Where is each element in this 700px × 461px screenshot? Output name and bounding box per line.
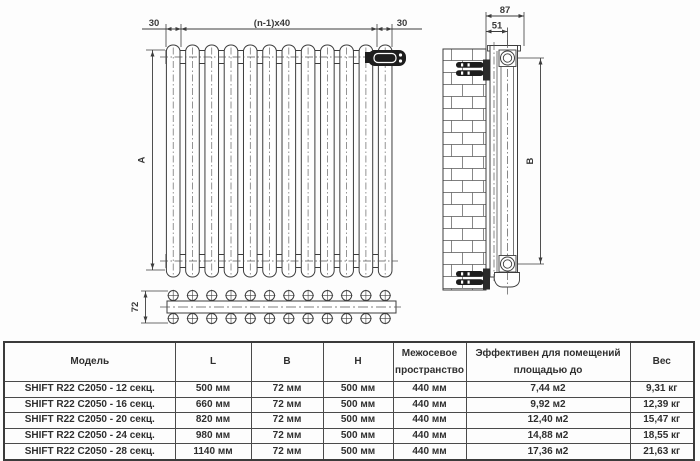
model-cell: SHIFT R22 C2050 - 24 секц. — [4, 428, 175, 444]
column-header-effective-area: Эффективен для помещений площадью до — [466, 342, 630, 382]
spec-cell: 440 мм — [393, 382, 466, 398]
dim-arrow — [519, 14, 525, 18]
spec-table — [3, 341, 695, 461]
column-header-model: Модель — [4, 342, 175, 382]
spec-cell: 820 мм — [175, 413, 251, 429]
table-row — [4, 428, 694, 444]
dim-label-margin-left: 30 — [148, 18, 160, 29]
radiator-sections — [166, 45, 392, 277]
spec-cell: 9,31 кг — [630, 382, 694, 398]
dim-arrow — [486, 14, 492, 18]
spec-cell: 440 мм — [393, 428, 466, 444]
spec-cell: 9,92 м2 — [466, 397, 630, 413]
spec-cell: 18,55 кг — [630, 428, 694, 444]
column-header-h: H — [323, 342, 393, 382]
dim-arrow — [539, 258, 543, 264]
dim-label-height-b: B — [525, 157, 536, 165]
spec-cell: 500 мм — [323, 428, 393, 444]
spec-cell: 500 мм — [323, 444, 393, 460]
spec-cell: 72 мм — [251, 397, 323, 413]
spec-cell: 980 мм — [175, 428, 251, 444]
radiator-foot — [494, 273, 519, 288]
spec-cell: 660 мм — [175, 397, 251, 413]
dim-arrow — [377, 27, 383, 31]
dim-arrow — [181, 27, 187, 31]
spec-cell: 440 мм — [393, 397, 466, 413]
spec-cell: 500 мм — [323, 382, 393, 398]
spec-cell: 15,47 кг — [630, 413, 694, 429]
radiator-side-profile — [488, 40, 521, 295]
table-row — [4, 413, 694, 429]
dim-label-axis-depth: 51 — [491, 20, 503, 32]
radiator-front-body — [160, 45, 398, 277]
dim-arrow — [372, 27, 378, 31]
dim-arrow — [539, 59, 543, 65]
top-view — [130, 290, 401, 325]
spec-cell: 72 мм — [251, 444, 323, 460]
spec-cell: 17,36 м2 — [466, 444, 630, 460]
mounting-bracket-front — [365, 50, 406, 66]
spec-cell: 500 мм — [323, 413, 393, 429]
dim-arrow — [144, 292, 148, 298]
dim-label-margin-right: 30 — [396, 18, 408, 29]
front-top-dimension — [142, 18, 422, 47]
spec-cell: 12,40 м2 — [466, 413, 630, 429]
spec-cell: 72 мм — [251, 413, 323, 429]
spec-cell: 12,39 кг — [630, 397, 694, 413]
dim-arrow — [166, 27, 172, 31]
table-row — [4, 382, 694, 398]
spec-cell: 72 мм — [251, 382, 323, 398]
spec-cell: 440 мм — [393, 444, 466, 460]
model-cell: SHIFT R22 C2050 - 28 секц. — [4, 444, 175, 460]
dim-label-depth-72: 72 — [130, 301, 141, 313]
model-cell: SHIFT R22 C2050 - 20 секц. — [4, 413, 175, 429]
side-view — [443, 5, 544, 295]
spec-cell: 72 мм — [251, 428, 323, 444]
column-header-weight: Вес — [630, 342, 694, 382]
dim-arrow — [144, 317, 148, 323]
bottom-collector-port — [501, 257, 515, 271]
spec-table-body — [4, 382, 694, 460]
column-header-b: B — [251, 342, 323, 382]
dim-arrow — [176, 27, 182, 31]
dim-arrow — [486, 30, 492, 34]
dim-label-total-depth: 87 — [499, 5, 511, 16]
spec-cell: 21,63 кг — [630, 444, 694, 460]
top-collector-port — [501, 51, 515, 65]
spec-cell: 7,44 м2 — [466, 382, 630, 398]
wall-section — [443, 49, 486, 290]
dim-arrow — [502, 30, 508, 34]
spec-cell: 500 мм — [175, 382, 251, 398]
dim-arrow — [151, 51, 155, 57]
dim-label-section-pitch: (n-1)x40 — [253, 18, 291, 29]
front-view — [137, 18, 423, 277]
dim-arrow — [387, 27, 393, 31]
column-header-l: L — [175, 342, 251, 382]
table-row — [4, 397, 694, 413]
spec-cell: 440 мм — [393, 413, 466, 429]
spec-cell: 1140 мм — [175, 444, 251, 460]
side-height-dimension — [517, 58, 544, 264]
dim-arrow — [151, 264, 155, 270]
front-height-dimension — [137, 50, 166, 270]
spec-cell: 14,88 м2 — [466, 428, 630, 444]
dim-label-height-a: A — [136, 156, 148, 164]
column-header-axis-spacing: Межосевое пространство — [393, 342, 466, 382]
table-header-row — [4, 342, 694, 382]
spec-cell: 500 мм — [323, 397, 393, 413]
model-cell: SHIFT R22 C2050 - 12 секц. — [4, 382, 175, 398]
model-cell: SHIFT R22 C2050 - 16 секц. — [4, 397, 175, 413]
